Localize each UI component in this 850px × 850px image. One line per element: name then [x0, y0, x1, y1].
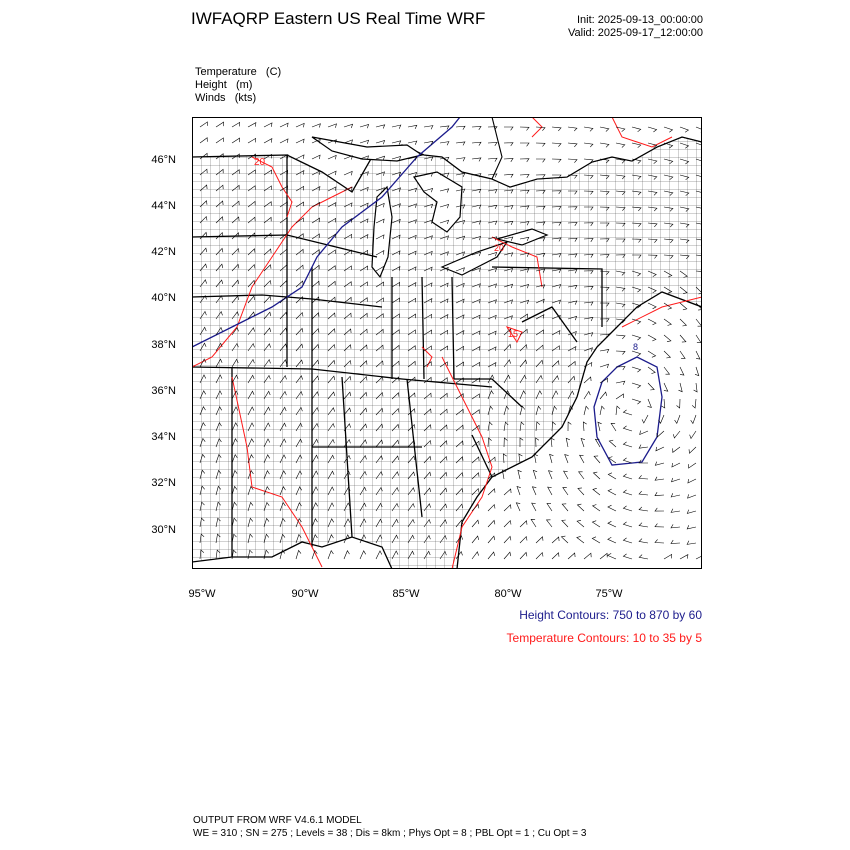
lat-label-46: 46°N [151, 154, 176, 166]
lat-label-40: 40°N [151, 292, 176, 304]
lon-label-75: 75°W [595, 588, 623, 600]
valid-time: Valid: 2025-09-17_12:00:00 [568, 27, 703, 39]
lat-label-30: 30°N [151, 524, 176, 536]
lat-label-36: 36°N [151, 385, 176, 397]
lon-label-95: 95°W [188, 588, 216, 600]
temp-label-ne: 20 [494, 243, 505, 253]
weather-map [192, 117, 702, 569]
lon-label-85: 85°W [392, 588, 420, 600]
temp-label-midwest: 20 [254, 157, 266, 168]
model-footer-line2: WE = 310 ; SN = 275 ; Levels = 38 ; Dis = 8km ; Phys Opt = 8 ; PBL Opt = 1 ; Cu Opt = 3 [193, 828, 587, 839]
lat-label-42: 42°N [151, 246, 176, 258]
lon-label-90: 90°W [291, 588, 319, 600]
lat-label-38: 38°N [151, 339, 176, 351]
height-contours-note: Height Contours: 750 to 870 by 60 [519, 608, 702, 622]
lon-label-80: 80°W [494, 588, 522, 600]
field-winds: Winds (kts) [195, 92, 257, 104]
map-panel [192, 117, 702, 569]
field-height: Height (m) [195, 79, 253, 91]
field-temperature: Temperature (C) [195, 66, 282, 78]
lat-label-32: 32°N [151, 477, 176, 489]
temp-label-va: 15 [508, 329, 519, 339]
lat-label-44: 44°N [151, 200, 176, 212]
height-label-storm: 8 [633, 342, 639, 352]
lat-label-34: 34°N [151, 431, 176, 443]
init-time: Init: 2025-09-13_00:00:00 [577, 14, 703, 26]
model-footer-line1: OUTPUT FROM WRF V4.6.1 MODEL [193, 815, 362, 826]
map-title: IWFAQRP Eastern US Real Time WRF [191, 9, 486, 28]
temperature-contours-note: Temperature Contours: 10 to 35 by 5 [506, 631, 702, 645]
